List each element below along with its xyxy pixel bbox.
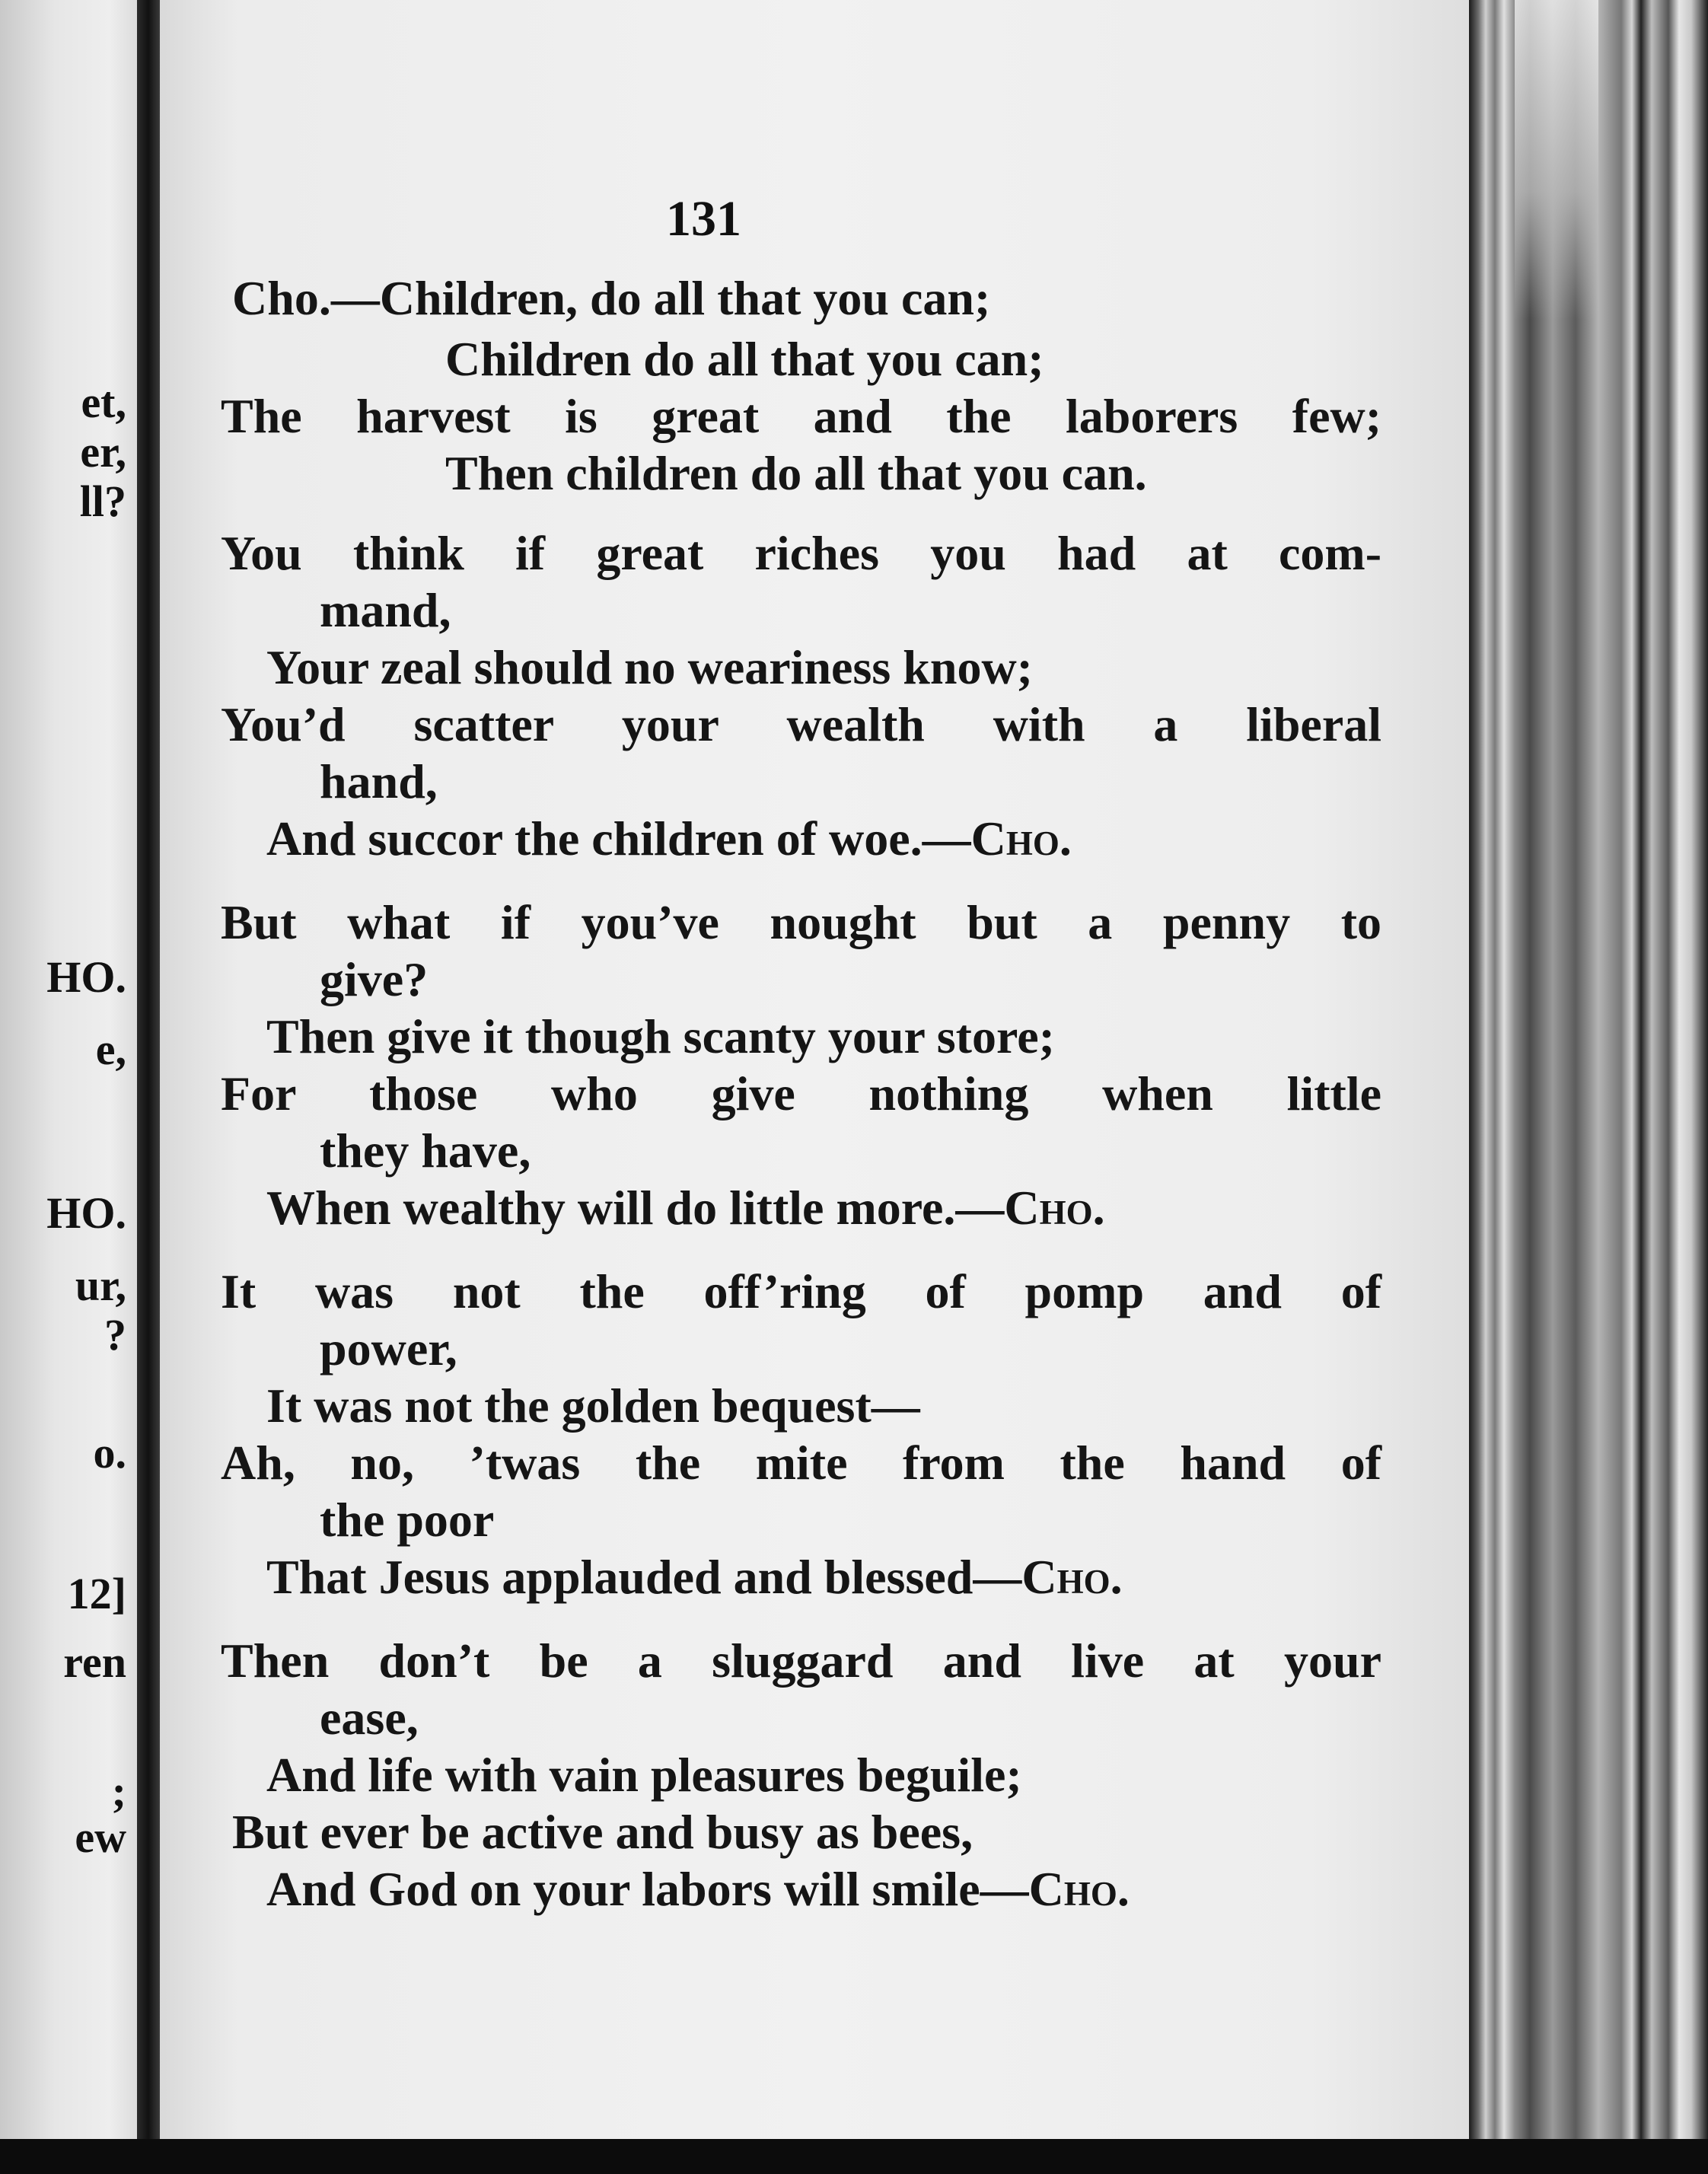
left-page-fragment: ll? (79, 477, 126, 526)
chorus-marker: Cho. (1028, 1862, 1130, 1916)
left-page-fragment: e, (95, 1025, 126, 1074)
page-number: 131 (666, 191, 741, 247)
left-page-fragment: ren (63, 1637, 126, 1687)
verse-line: That Jesus applauded and blessed—Cho. (266, 1550, 1123, 1604)
verse-line: Then don’t be a sluggard and live at your (221, 1634, 1381, 1688)
verse-line: It was not the off’ring of pomp and of (221, 1264, 1381, 1318)
verse-line: But what if you’ve nought but a penny to (221, 895, 1381, 949)
verse-line: For those who give nothing when little (221, 1066, 1381, 1120)
chorus-marker: Cho. (1021, 1550, 1123, 1604)
verse-line: Children do all that you can; (445, 332, 1044, 386)
verse-line: ease, (320, 1691, 419, 1745)
verse-line: Your zeal should no weariness know; (266, 640, 1033, 694)
verse-line: they have, (320, 1124, 531, 1178)
verse-line: Then give it though scanty your store; (266, 1009, 1055, 1063)
verse-line: hand, (320, 754, 438, 808)
book-edge (1469, 0, 1708, 2154)
book-page (160, 0, 1469, 2139)
verse-line: power, (320, 1321, 457, 1375)
verse-line: Cho.—Children, do all that you can; (232, 271, 991, 325)
verse-line: The harvest is great and the laborers few; (221, 389, 1381, 443)
edge-wear (1515, 0, 1598, 320)
left-page-fragment: et, (81, 378, 126, 427)
verse-line: give? (320, 952, 429, 1006)
left-facing-page (0, 0, 137, 2154)
left-page-fragment: ur, (75, 1261, 126, 1310)
verse-line: the poor (320, 1493, 495, 1547)
book-gutter (137, 0, 160, 2154)
left-page-fragment: ew (75, 1812, 126, 1862)
left-page-fragment: ; (111, 1767, 126, 1816)
verse-line: But ever be active and busy as bees, (232, 1805, 973, 1859)
verse-line: And life with vain pleasures beguile; (266, 1748, 1022, 1802)
scan-border (0, 2139, 1708, 2174)
left-page-fragment: HO. (46, 952, 126, 1002)
verse-line: mand, (320, 583, 451, 637)
verse-line: You’d scatter your wealth with a liberal (221, 697, 1381, 751)
verse-line: Ah, no, ’twas the mite from the hand of (221, 1436, 1381, 1490)
chorus-marker: Cho. (1004, 1181, 1105, 1235)
verse-line: Then children do all that you can. (445, 446, 1147, 500)
verse-line: It was not the golden bequest— (266, 1379, 920, 1433)
verse-line: And God on your labors will smile—Cho. (266, 1862, 1130, 1916)
chorus-marker: Cho. (970, 811, 1072, 865)
left-page-fragment: er, (80, 427, 126, 477)
verse-line: When wealthy will do little more.—Cho. (266, 1181, 1105, 1235)
left-page-fragment: ? (104, 1310, 126, 1360)
left-page-fragment: HO. (46, 1188, 126, 1238)
verse-line: You think if great riches you had at com- (221, 526, 1381, 580)
verse-line: And succor the children of woe.—Cho. (266, 811, 1072, 865)
left-page-fragment: o. (93, 1428, 126, 1477)
left-page-fragment: 12] (67, 1569, 126, 1618)
